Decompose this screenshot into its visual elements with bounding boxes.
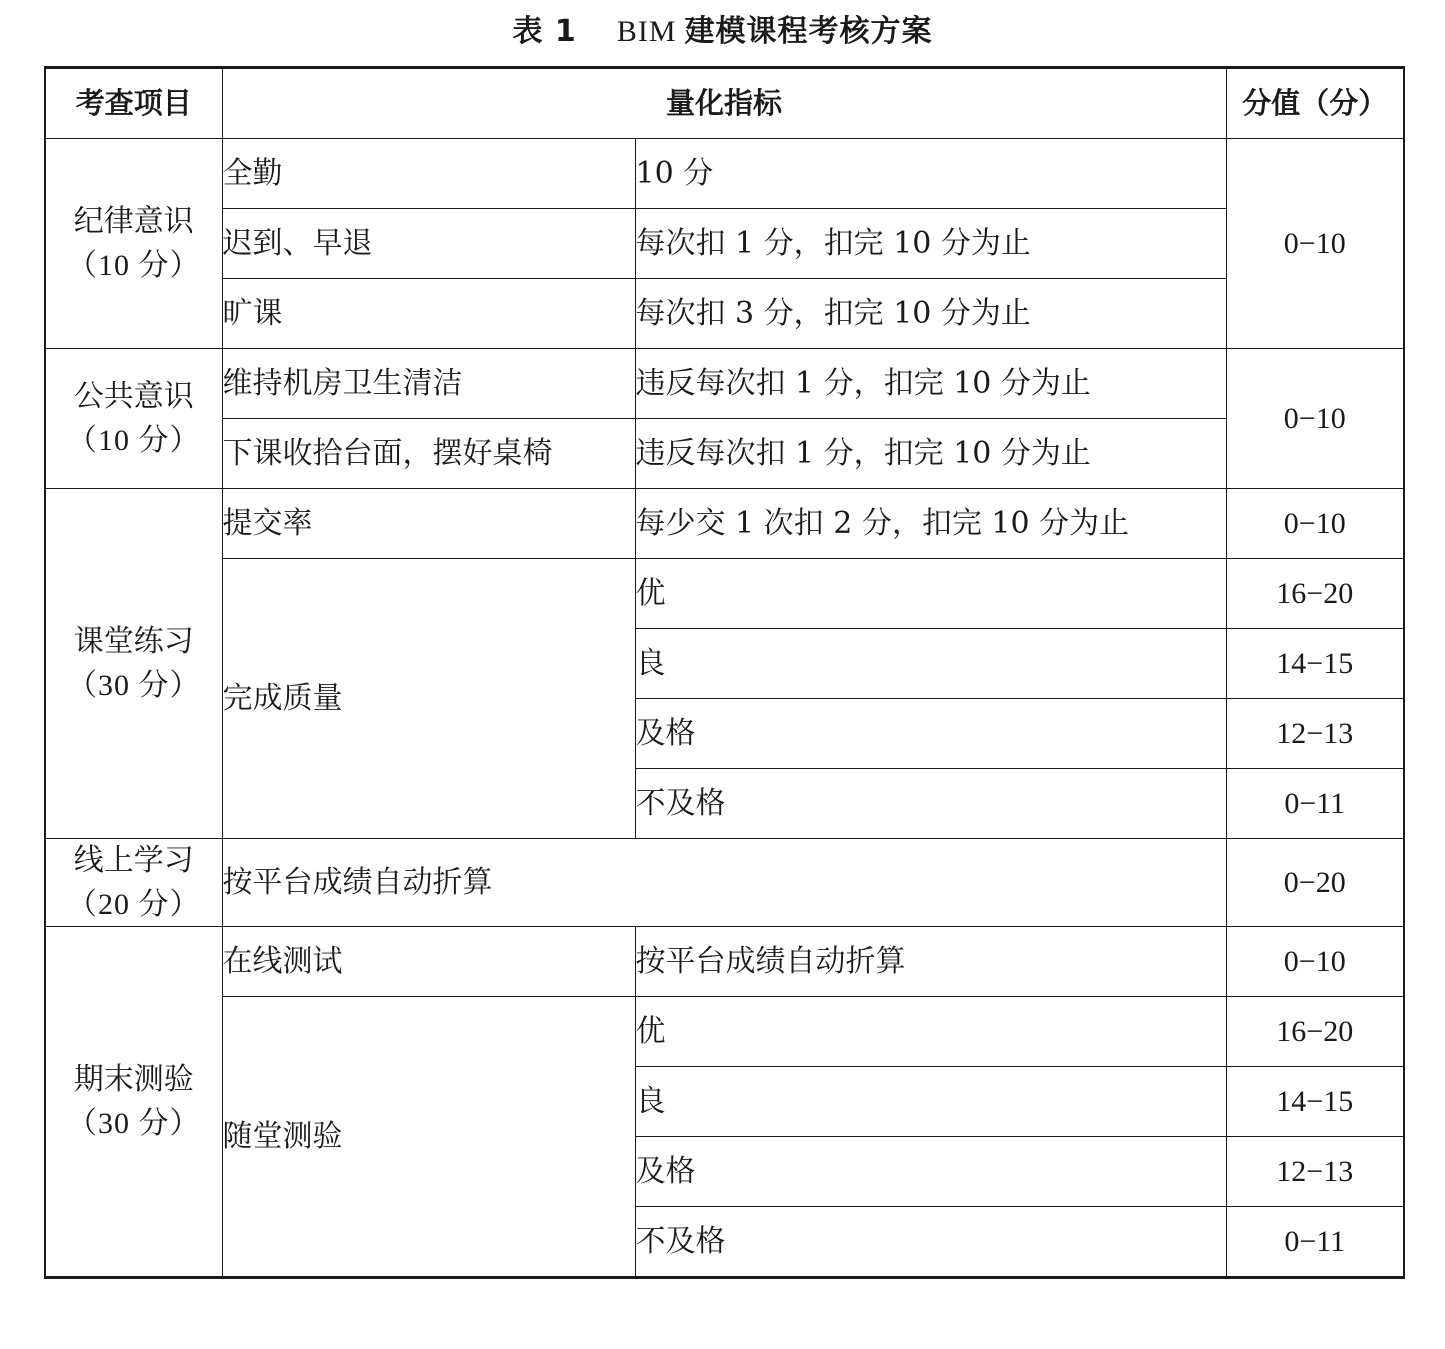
category-points: （10 分） — [67, 423, 201, 457]
score-cell: 14−15 — [1226, 1067, 1404, 1137]
category-public — [45, 349, 222, 489]
category-points: （30 分） — [67, 668, 201, 702]
category-points: （10 分） — [67, 248, 201, 282]
category-name: 纪律意识 — [73, 204, 194, 239]
category-points: （30 分） — [67, 1106, 201, 1140]
score-cell: 0−10 — [1226, 139, 1404, 349]
header-project: 考查项目 — [45, 68, 222, 139]
score-cell: 12−13 — [1226, 699, 1404, 769]
item-cell: 在线测试 — [222, 927, 635, 997]
grade-cell: 及格 — [635, 1137, 1226, 1207]
table-row — [45, 139, 1404, 209]
criterion-cell: 违反每次扣 1 分，扣完 10 分为止 — [635, 419, 1226, 489]
item-cell: 维持机房卫生清洁 — [222, 349, 635, 419]
score-cell: 0−11 — [1226, 769, 1404, 839]
item-cell: 迟到、早退 — [222, 209, 635, 279]
item-cell: 下课收拾台面，摆好桌椅 — [222, 419, 635, 489]
criterion-cell: 10 分 — [635, 139, 1226, 209]
category-final — [45, 927, 222, 1278]
table-row — [45, 349, 1404, 419]
item-cell: 完成质量 — [222, 559, 635, 839]
table-row — [45, 559, 1404, 629]
header-score: 分值（分） — [1226, 68, 1404, 139]
category-online — [45, 839, 222, 927]
grade-cell: 不及格 — [635, 769, 1226, 839]
score-cell: 0−10 — [1226, 349, 1404, 489]
assessment-table — [44, 66, 1405, 1279]
score-cell: 16−20 — [1226, 997, 1404, 1067]
criterion-cell: 每次扣 3 分，扣完 10 分为止 — [635, 279, 1226, 349]
category-points: （20 分） — [67, 887, 201, 921]
table-row — [45, 419, 1404, 489]
score-cell: 0−10 — [1226, 489, 1404, 559]
score-cell: 12−13 — [1226, 1137, 1404, 1207]
grade-cell: 良 — [635, 1067, 1226, 1137]
caption-title: 建模课程考核方案 — [684, 14, 933, 49]
category-name: 课堂练习 — [73, 624, 194, 659]
grade-cell: 不及格 — [635, 1207, 1226, 1278]
item-cell: 提交率 — [222, 489, 635, 559]
item-cell: 旷课 — [222, 279, 635, 349]
category-discipline — [45, 139, 222, 349]
criterion-cell: 按平台成绩自动折算 — [222, 839, 1226, 927]
criterion-cell: 违反每次扣 1 分，扣完 10 分为止 — [635, 349, 1226, 419]
item-cell: 全勤 — [222, 139, 635, 209]
score-cell: 0−20 — [1226, 839, 1404, 927]
header-row — [45, 68, 1404, 139]
category-name: 公共意识 — [73, 379, 194, 414]
grade-cell: 及格 — [635, 699, 1226, 769]
table-number: 表 1 — [512, 14, 577, 49]
score-cell: 14−15 — [1226, 629, 1404, 699]
table-row — [45, 927, 1404, 997]
category-practice — [45, 489, 222, 839]
grade-cell: 良 — [635, 629, 1226, 699]
item-cell: 随堂测验 — [222, 997, 635, 1278]
criterion-cell: 每少交 1 次扣 2 分，扣完 10 分为止 — [635, 489, 1226, 559]
header-indicator: 量化指标 — [222, 68, 1226, 139]
category-name: 期末测验 — [73, 1062, 194, 1097]
category-name: 线上学习 — [73, 843, 194, 878]
table-row — [45, 279, 1404, 349]
table-row — [45, 489, 1404, 559]
criterion-cell: 按平台成绩自动折算 — [635, 927, 1226, 997]
table-row — [45, 209, 1404, 279]
table-row — [45, 997, 1404, 1067]
score-cell: 0−11 — [1226, 1207, 1404, 1278]
grade-cell: 优 — [635, 997, 1226, 1067]
criterion-cell: 每次扣 1 分，扣完 10 分为止 — [635, 209, 1226, 279]
score-cell: 0−10 — [1226, 927, 1404, 997]
table-row — [45, 839, 1404, 927]
score-cell: 16−20 — [1226, 559, 1404, 629]
grade-cell: 优 — [635, 559, 1226, 629]
caption-bim: BIM — [616, 15, 677, 48]
table-caption — [0, 6, 1445, 50]
